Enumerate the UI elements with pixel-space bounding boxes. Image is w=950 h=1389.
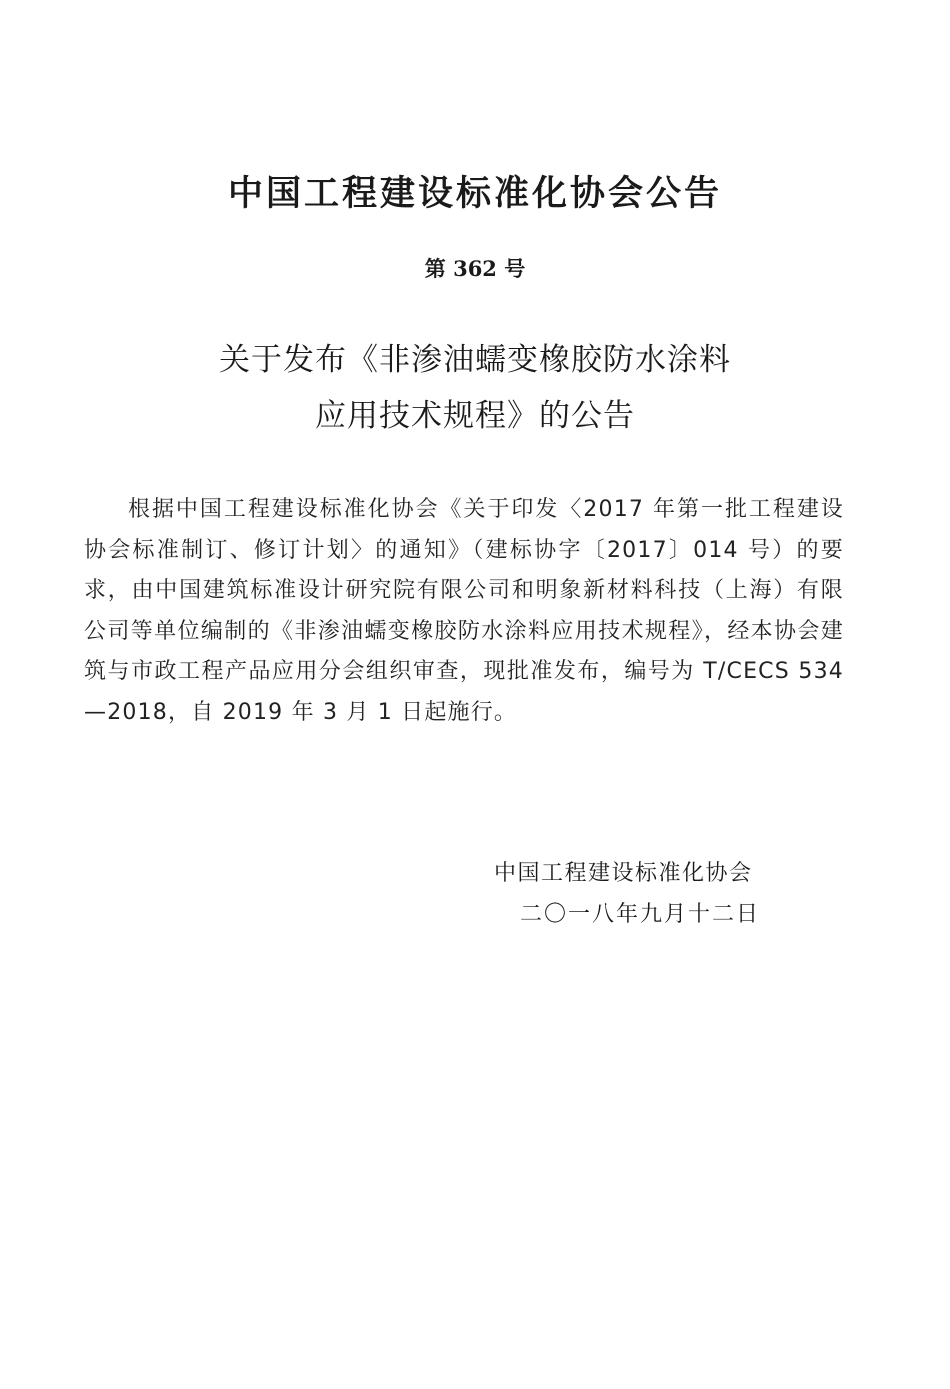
signature-date: 二〇一八年九月十二日 (520, 902, 761, 927)
notice-body: 根据中国工程建设标准化协会《关于印发〈2017 年第一批工程建设协会标准制订、修订计划〉的通知》（建标协字〔2017〕014 号）的要求，由中国建筑标准设计研究院有限公司和明象新材料科技（上海）有限公司等单位编制的《非渗油蠕变橡胶防水涂料应用技术规程》，经本协会建筑与市政工程产品应用分会组织审查，现批准发布，编号为 T/CECS 534—2018，自 2019 年 3 月 1 日起施行。 (84, 497, 844, 725)
notice-title (0, 332, 950, 444)
signature-organization: 中国工程建设标准化协会 (494, 861, 753, 886)
issue-number: 第 362 号 (424, 256, 526, 281)
organization-title: 中国工程建设标准化协会公告 (227, 174, 722, 214)
notice-title-line-1: 关于发布《非渗油蠕变橡胶防水涂料 (219, 342, 731, 378)
notice-title-line-2: 应用技术规程》的公告 (315, 398, 635, 434)
